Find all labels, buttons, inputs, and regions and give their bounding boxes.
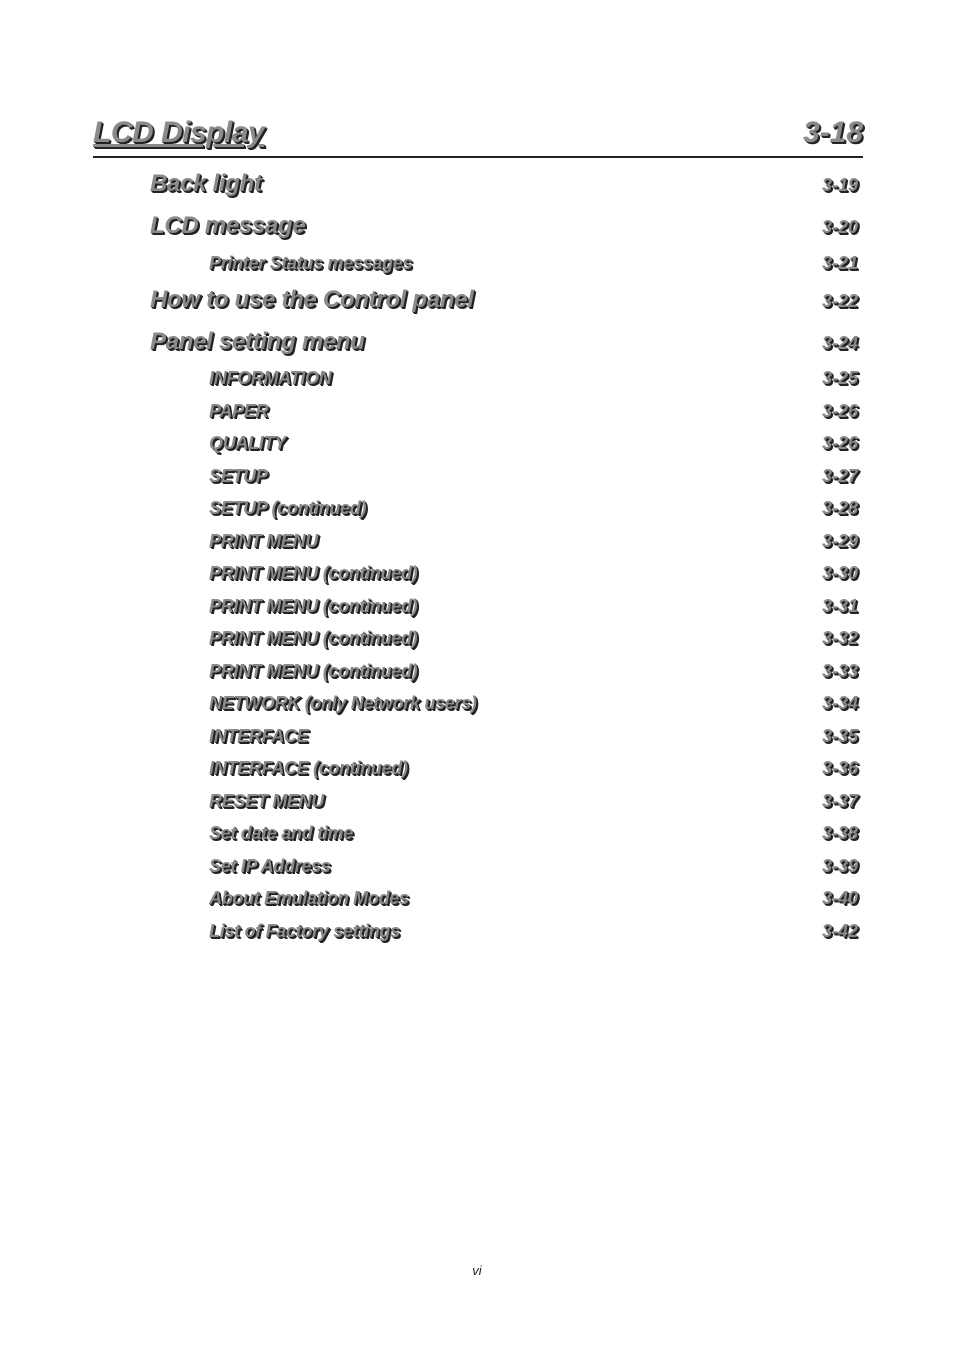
toc-subentry	[209, 693, 858, 719]
toc-entry-page: 3-20	[821, 217, 858, 237]
toc-entry-label: NETWORK (only Network users)	[209, 693, 477, 713]
toc-entry-label: Panel setting menu	[150, 328, 365, 355]
toc-entry-label: INFORMATION	[209, 368, 332, 388]
toc-entry-label: Set IP Address	[209, 856, 331, 876]
toc-entry-page: 3-37	[821, 791, 858, 811]
toc-entry-label: List of Factory settings	[209, 921, 400, 941]
toc-entry-label: PRINT MENU (continued)	[209, 563, 418, 583]
toc-entry-label: Printer Status messages	[209, 253, 413, 273]
toc-entry-label: INTERFACE (continued)	[209, 758, 408, 778]
toc-entry-label: INTERFACE	[209, 726, 309, 746]
chapter-title: LCD Display	[93, 116, 265, 149]
toc-entry-label: SETUP	[209, 466, 268, 486]
toc-entry-page: 3-40	[821, 888, 858, 908]
toc-entry-label: SETUP (continued)	[209, 498, 367, 518]
toc-subentry	[209, 758, 858, 784]
toc-subentry	[209, 628, 858, 654]
toc-subentry	[209, 401, 858, 427]
toc-entry	[150, 328, 858, 360]
toc-subentry	[209, 433, 858, 459]
toc-subentry	[209, 466, 858, 492]
toc-entry	[150, 212, 858, 244]
toc-entry-page: 3-39	[821, 856, 858, 876]
toc-entry-label: Set date and time	[209, 823, 353, 843]
toc-entry	[150, 170, 858, 202]
toc-entry-label: About Emulation Modes	[209, 888, 409, 908]
toc-entry-page: 3-29	[821, 531, 858, 551]
toc-entry-page: 3-21	[821, 253, 858, 273]
toc-entry-page: 3-32	[821, 628, 858, 648]
toc-entry-label: PRINT MENU	[209, 531, 318, 551]
toc-subentry	[209, 726, 858, 752]
toc-entry-label: QUALITY	[209, 433, 286, 453]
toc-entry-page: 3-25	[821, 368, 858, 388]
toc-entry-page: 3-28	[821, 498, 858, 518]
toc-entry-page: 3-27	[821, 466, 858, 486]
toc-subentry	[209, 498, 858, 524]
toc-subentry	[209, 823, 858, 849]
toc-subentry	[209, 368, 858, 394]
toc-subentry	[209, 921, 858, 947]
page-number: vi	[472, 1263, 482, 1278]
toc-entry-page: 3-22	[821, 291, 858, 311]
toc-entry	[150, 286, 858, 318]
toc-entry-page: 3-38	[821, 823, 858, 843]
toc-entry-page: 3-19	[821, 175, 858, 195]
toc-entry-label: PAPER	[209, 401, 269, 421]
toc-entry-label: RESET MENU	[209, 791, 325, 811]
toc-entry-page: 3-36	[821, 758, 858, 778]
toc-entry-label: How to use the Control panel	[150, 286, 474, 313]
toc-subentry	[209, 791, 858, 817]
toc-entry-page: 3-42	[821, 921, 858, 941]
toc-entry-label: PRINT MENU (continued)	[209, 596, 418, 616]
toc-entry-label: PRINT MENU (continued)	[209, 661, 418, 681]
toc-subentry	[209, 563, 858, 589]
toc-entry-page: 3-34	[821, 693, 858, 713]
toc-entry-label: Back light	[150, 170, 262, 197]
toc-entry-page: 3-30	[821, 563, 858, 583]
toc-subentry	[209, 596, 858, 622]
chapter-page-number: 3-18	[802, 116, 863, 149]
toc-entry-label: LCD message	[150, 212, 306, 239]
toc-entry-page: 3-35	[821, 726, 858, 746]
toc-subentry	[209, 661, 858, 687]
toc-subentry	[209, 253, 858, 279]
toc-entry-page: 3-31	[821, 596, 858, 616]
toc-subentry	[209, 856, 858, 882]
toc-entry-label: PRINT MENU (continued)	[209, 628, 418, 648]
toc-entry-page: 3-33	[821, 661, 858, 681]
toc-subentry	[209, 888, 858, 914]
toc-subentry	[209, 531, 858, 557]
toc-entry-page: 3-24	[821, 333, 858, 353]
toc-entry-page: 3-26	[821, 401, 858, 421]
toc-entry-page: 3-26	[821, 433, 858, 453]
